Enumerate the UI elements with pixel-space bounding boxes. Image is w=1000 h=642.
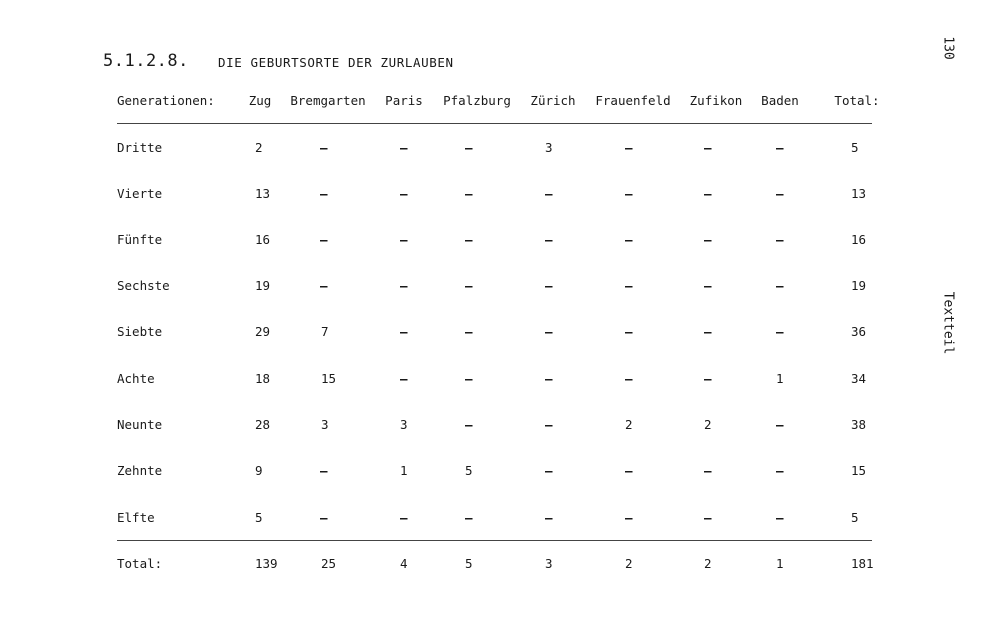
table-row: [0, 140, 1000, 160]
cell-zuerich: –: [545, 510, 553, 525]
table-row-label: Neunte: [117, 417, 163, 432]
cell-pfalzburg: 5: [465, 556, 473, 571]
cell-total: 13: [851, 186, 867, 201]
table-row: [0, 463, 1000, 483]
cell-paris: 1: [400, 463, 408, 478]
cell-pfalzburg: –: [465, 417, 473, 432]
cell-zug: 19: [255, 278, 271, 293]
table-row: [0, 417, 1000, 437]
header-baden: Baden: [761, 93, 799, 108]
cell-zuerich: –: [545, 186, 553, 201]
cell-baden: 1: [776, 371, 784, 386]
cell-zug: 29: [255, 324, 271, 339]
cell-total: 16: [851, 232, 867, 247]
cell-bremgarten: 15: [321, 371, 337, 386]
section-number: 5.1.2.8.: [103, 51, 189, 71]
cell-frauenfeld: 2: [625, 556, 633, 571]
cell-baden: 1: [776, 556, 784, 571]
cell-frauenfeld: –: [625, 463, 633, 478]
header-zufikon: Zufikon: [689, 93, 743, 108]
cell-baden: –: [776, 417, 784, 432]
table-row-label: Sechste: [117, 278, 170, 293]
header-pfalzburg: Pfalzburg: [443, 93, 511, 108]
cell-zug: 16: [255, 232, 271, 247]
cell-frauenfeld: –: [625, 232, 633, 247]
cell-pfalzburg: –: [465, 140, 473, 155]
cell-frauenfeld: –: [625, 510, 633, 525]
section-title: DIE GEBURTSORTE DER ZURLAUBEN: [218, 55, 454, 70]
table-row-label: Elfte: [117, 510, 155, 525]
cell-total: 36: [851, 324, 867, 339]
cell-pfalzburg: –: [465, 232, 473, 247]
cell-zuerich: –: [545, 278, 553, 293]
cell-zug: 5: [255, 510, 263, 525]
header-zug: Zug: [248, 93, 272, 108]
cell-zuerich: 3: [545, 140, 553, 155]
cell-zug: 139: [255, 556, 278, 571]
header-paris: Paris: [385, 93, 423, 108]
cell-pfalzburg: –: [465, 186, 473, 201]
cell-paris: –: [400, 186, 408, 201]
cell-baden: –: [776, 510, 784, 525]
cell-zuerich: –: [545, 417, 553, 432]
cell-zufikon: –: [704, 324, 712, 339]
cell-paris: –: [400, 371, 408, 386]
cell-zufikon: 2: [704, 556, 712, 571]
cell-bremgarten: 25: [321, 556, 337, 571]
cell-paris: 4: [400, 556, 408, 571]
cell-zuerich: –: [545, 371, 553, 386]
cell-zug: 28: [255, 417, 271, 432]
cell-total: 15: [851, 463, 867, 478]
cell-frauenfeld: –: [625, 324, 633, 339]
cell-zug: 2: [255, 140, 263, 155]
header-frauenfeld: Frauenfeld: [595, 93, 671, 108]
cell-paris: 3: [400, 417, 408, 432]
cell-bremgarten: –: [320, 463, 328, 478]
cell-total: 181: [851, 556, 874, 571]
table-row-label: Fünfte: [117, 232, 163, 247]
cell-zuerich: –: [545, 463, 553, 478]
table-row-label: Dritte: [117, 140, 163, 155]
cell-zug: 18: [255, 371, 271, 386]
header-total: Total:: [834, 93, 880, 108]
cell-zufikon: –: [704, 510, 712, 525]
cell-zug: 13: [255, 186, 271, 201]
header-zuerich: Zürich: [530, 93, 576, 108]
cell-total: 19: [851, 278, 867, 293]
cell-zufikon: –: [704, 186, 712, 201]
cell-pfalzburg: –: [465, 510, 473, 525]
table-row-label: Achte: [117, 371, 155, 386]
cell-paris: –: [400, 510, 408, 525]
cell-frauenfeld: –: [625, 140, 633, 155]
cell-paris: –: [400, 140, 408, 155]
cell-bremgarten: –: [320, 232, 328, 247]
side-label: Textteil: [940, 291, 956, 355]
table-row: [0, 324, 1000, 344]
cell-bremgarten: –: [320, 510, 328, 525]
header-generation: Generationen:: [117, 93, 215, 108]
cell-pfalzburg: –: [465, 324, 473, 339]
cell-baden: –: [776, 140, 784, 155]
cell-zuerich: –: [545, 232, 553, 247]
cell-frauenfeld: –: [625, 371, 633, 386]
cell-zufikon: –: [704, 463, 712, 478]
cell-bremgarten: 3: [321, 417, 329, 432]
cell-total: 34: [851, 371, 867, 386]
table-row: [0, 278, 1000, 298]
header-rule: [117, 123, 872, 124]
table-header-row: [0, 93, 1000, 113]
table-row-label: Zehnte: [117, 463, 163, 478]
cell-zuerich: 3: [545, 556, 553, 571]
total-rule: [117, 540, 872, 541]
cell-zufikon: –: [704, 232, 712, 247]
header-bremgarten: Bremgarten: [290, 93, 366, 108]
table-row: [0, 186, 1000, 206]
cell-zug: 9: [255, 463, 263, 478]
total-row: [0, 556, 1000, 576]
total-row-label: Total:: [117, 556, 163, 571]
cell-frauenfeld: 2: [625, 417, 633, 432]
cell-pfalzburg: –: [465, 278, 473, 293]
cell-total: 5: [851, 140, 859, 155]
cell-zufikon: –: [704, 278, 712, 293]
cell-pfalzburg: –: [465, 371, 473, 386]
cell-frauenfeld: –: [625, 186, 633, 201]
cell-zufikon: –: [704, 371, 712, 386]
cell-baden: –: [776, 324, 784, 339]
cell-baden: –: [776, 232, 784, 247]
cell-bremgarten: –: [320, 140, 328, 155]
cell-paris: –: [400, 324, 408, 339]
table-row-label: Siebte: [117, 324, 163, 339]
cell-zufikon: –: [704, 140, 712, 155]
cell-bremgarten: –: [320, 278, 328, 293]
cell-paris: –: [400, 232, 408, 247]
table-row-label: Vierte: [117, 186, 163, 201]
table-row: [0, 371, 1000, 391]
cell-frauenfeld: –: [625, 278, 633, 293]
cell-zuerich: –: [545, 324, 553, 339]
page-number: 130: [940, 36, 956, 60]
cell-baden: –: [776, 278, 784, 293]
cell-baden: –: [776, 463, 784, 478]
cell-bremgarten: –: [320, 186, 328, 201]
cell-zufikon: 2: [704, 417, 712, 432]
cell-paris: –: [400, 278, 408, 293]
cell-baden: –: [776, 186, 784, 201]
table-row: [0, 232, 1000, 252]
table-row: [0, 510, 1000, 530]
cell-total: 5: [851, 510, 859, 525]
cell-total: 38: [851, 417, 867, 432]
cell-pfalzburg: 5: [465, 463, 473, 478]
cell-bremgarten: 7: [321, 324, 329, 339]
